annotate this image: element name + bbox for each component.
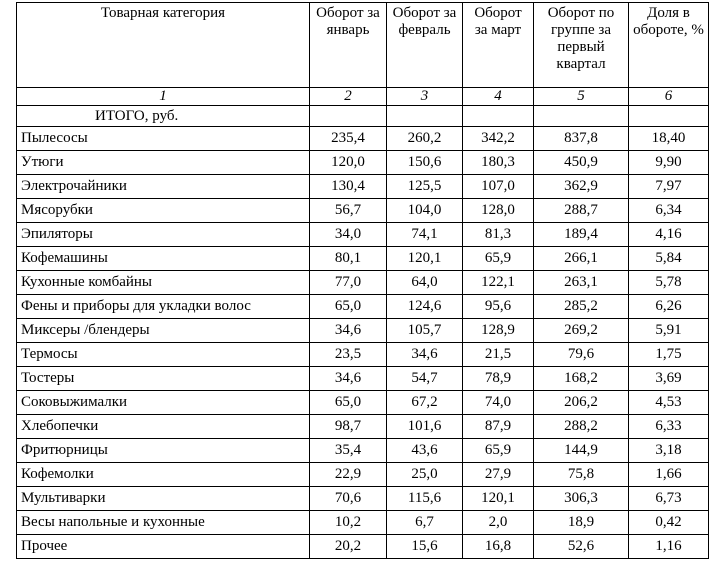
q1-cell: 306,3 xyxy=(534,487,629,511)
share-cell: 9,90 xyxy=(629,151,709,175)
header-q1: Оборот по группе за первый квартал xyxy=(534,3,629,88)
category-cell: Фритюрницы xyxy=(17,439,310,463)
january-cell: 10,2 xyxy=(310,511,387,535)
january-cell: 235,4 xyxy=(310,127,387,151)
february-cell: 54,7 xyxy=(387,367,463,391)
february-cell: 120,1 xyxy=(387,247,463,271)
table-row xyxy=(17,535,709,559)
february-cell: 34,6 xyxy=(387,343,463,367)
january-cell: 34,0 xyxy=(310,223,387,247)
q1-cell: 168,2 xyxy=(534,367,629,391)
share-cell: 6,26 xyxy=(629,295,709,319)
february-cell: 6,7 xyxy=(387,511,463,535)
category-cell: Эпиляторы xyxy=(17,223,310,247)
january-cell: 130,4 xyxy=(310,175,387,199)
category-cell: Утюги xyxy=(17,151,310,175)
table-row xyxy=(17,247,709,271)
table-row xyxy=(17,319,709,343)
table-row xyxy=(17,127,709,151)
march-cell: 128,9 xyxy=(463,319,534,343)
header-february: Оборот за февраль xyxy=(387,3,463,88)
march-cell: 2,0 xyxy=(463,511,534,535)
share-cell: 1,66 xyxy=(629,463,709,487)
march-cell: 95,6 xyxy=(463,295,534,319)
february-cell: 74,1 xyxy=(387,223,463,247)
category-cell: Мясорубки xyxy=(17,199,310,223)
share-cell: 6,73 xyxy=(629,487,709,511)
table-row xyxy=(17,391,709,415)
january-cell: 70,6 xyxy=(310,487,387,511)
march-cell: 342,2 xyxy=(463,127,534,151)
table-row xyxy=(17,343,709,367)
february-cell: 150,6 xyxy=(387,151,463,175)
category-cell: Хлебопечки xyxy=(17,415,310,439)
share-cell: 4,16 xyxy=(629,223,709,247)
total-cell xyxy=(387,106,463,127)
column-number: 1 xyxy=(17,88,310,106)
total-row xyxy=(17,106,709,127)
march-cell: 87,9 xyxy=(463,415,534,439)
q1-cell: 285,2 xyxy=(534,295,629,319)
january-cell: 20,2 xyxy=(310,535,387,559)
q1-cell: 266,1 xyxy=(534,247,629,271)
q1-cell: 144,9 xyxy=(534,439,629,463)
column-number: 4 xyxy=(463,88,534,106)
january-cell: 56,7 xyxy=(310,199,387,223)
march-cell: 16,8 xyxy=(463,535,534,559)
category-cell: Соковыжималки xyxy=(17,391,310,415)
category-cell: Мультиварки xyxy=(17,487,310,511)
march-cell: 65,9 xyxy=(463,439,534,463)
march-cell: 120,1 xyxy=(463,487,534,511)
q1-cell: 288,2 xyxy=(534,415,629,439)
q1-cell: 206,2 xyxy=(534,391,629,415)
total-cell xyxy=(629,106,709,127)
share-cell: 5,91 xyxy=(629,319,709,343)
q1-cell: 837,8 xyxy=(534,127,629,151)
category-cell: Фены и приборы для укладки волос xyxy=(17,295,310,319)
february-cell: 104,0 xyxy=(387,199,463,223)
column-number: 3 xyxy=(387,88,463,106)
category-cell: Кофемашины xyxy=(17,247,310,271)
january-cell: 120,0 xyxy=(310,151,387,175)
header-january: Оборот за январь xyxy=(310,3,387,88)
turnover-table xyxy=(16,2,709,559)
share-cell: 4,53 xyxy=(629,391,709,415)
january-cell: 34,6 xyxy=(310,367,387,391)
column-number-row xyxy=(17,88,709,106)
total-cell xyxy=(463,106,534,127)
header-march: Оборот за март xyxy=(463,3,534,88)
q1-cell: 288,7 xyxy=(534,199,629,223)
header-category: Товарная категория xyxy=(17,3,310,88)
q1-cell: 79,6 xyxy=(534,343,629,367)
share-cell: 6,33 xyxy=(629,415,709,439)
february-cell: 43,6 xyxy=(387,439,463,463)
march-cell: 122,1 xyxy=(463,271,534,295)
header-row xyxy=(17,3,709,88)
march-cell: 74,0 xyxy=(463,391,534,415)
category-cell: Прочее xyxy=(17,535,310,559)
january-cell: 65,0 xyxy=(310,295,387,319)
q1-cell: 362,9 xyxy=(534,175,629,199)
share-cell: 0,42 xyxy=(629,511,709,535)
share-cell: 5,78 xyxy=(629,271,709,295)
table-row xyxy=(17,151,709,175)
table-row xyxy=(17,295,709,319)
table-row xyxy=(17,463,709,487)
february-cell: 115,6 xyxy=(387,487,463,511)
march-cell: 21,5 xyxy=(463,343,534,367)
february-cell: 64,0 xyxy=(387,271,463,295)
category-cell: Кофемолки xyxy=(17,463,310,487)
column-number: 5 xyxy=(534,88,629,106)
category-cell: Тостеры xyxy=(17,367,310,391)
q1-cell: 52,6 xyxy=(534,535,629,559)
document-page xyxy=(16,2,709,559)
table-row xyxy=(17,367,709,391)
january-cell: 35,4 xyxy=(310,439,387,463)
february-cell: 25,0 xyxy=(387,463,463,487)
march-cell: 81,3 xyxy=(463,223,534,247)
table-row xyxy=(17,415,709,439)
category-cell: Весы напольные и кухонные xyxy=(17,511,310,535)
share-cell: 6,34 xyxy=(629,199,709,223)
february-cell: 105,7 xyxy=(387,319,463,343)
table-row xyxy=(17,271,709,295)
february-cell: 15,6 xyxy=(387,535,463,559)
share-cell: 1,75 xyxy=(629,343,709,367)
table-row xyxy=(17,439,709,463)
q1-cell: 263,1 xyxy=(534,271,629,295)
category-cell: Миксеры /блендеры xyxy=(17,319,310,343)
category-cell: Пылесосы xyxy=(17,127,310,151)
category-cell: Кухонные комбайны xyxy=(17,271,310,295)
march-cell: 180,3 xyxy=(463,151,534,175)
share-cell: 5,84 xyxy=(629,247,709,271)
january-cell: 34,6 xyxy=(310,319,387,343)
february-cell: 125,5 xyxy=(387,175,463,199)
column-number: 6 xyxy=(629,88,709,106)
february-cell: 124,6 xyxy=(387,295,463,319)
share-cell: 3,18 xyxy=(629,439,709,463)
march-cell: 78,9 xyxy=(463,367,534,391)
table-row xyxy=(17,199,709,223)
february-cell: 101,6 xyxy=(387,415,463,439)
january-cell: 80,1 xyxy=(310,247,387,271)
table-row xyxy=(17,487,709,511)
q1-cell: 75,8 xyxy=(534,463,629,487)
column-number: 2 xyxy=(310,88,387,106)
february-cell: 67,2 xyxy=(387,391,463,415)
header-share: Доля в обороте, % xyxy=(629,3,709,88)
share-cell: 3,69 xyxy=(629,367,709,391)
category-cell: Термосы xyxy=(17,343,310,367)
table-row xyxy=(17,511,709,535)
q1-cell: 189,4 xyxy=(534,223,629,247)
january-cell: 23,5 xyxy=(310,343,387,367)
january-cell: 77,0 xyxy=(310,271,387,295)
total-cell xyxy=(534,106,629,127)
march-cell: 65,9 xyxy=(463,247,534,271)
total-label: ИТОГО, руб. xyxy=(17,106,310,127)
q1-cell: 269,2 xyxy=(534,319,629,343)
march-cell: 27,9 xyxy=(463,463,534,487)
january-cell: 98,7 xyxy=(310,415,387,439)
share-cell: 7,97 xyxy=(629,175,709,199)
march-cell: 107,0 xyxy=(463,175,534,199)
share-cell: 18,40 xyxy=(629,127,709,151)
march-cell: 128,0 xyxy=(463,199,534,223)
q1-cell: 18,9 xyxy=(534,511,629,535)
february-cell: 260,2 xyxy=(387,127,463,151)
q1-cell: 450,9 xyxy=(534,151,629,175)
january-cell: 22,9 xyxy=(310,463,387,487)
total-cell xyxy=(310,106,387,127)
january-cell: 65,0 xyxy=(310,391,387,415)
category-cell: Электрочайники xyxy=(17,175,310,199)
table-row xyxy=(17,223,709,247)
share-cell: 1,16 xyxy=(629,535,709,559)
table-row xyxy=(17,175,709,199)
